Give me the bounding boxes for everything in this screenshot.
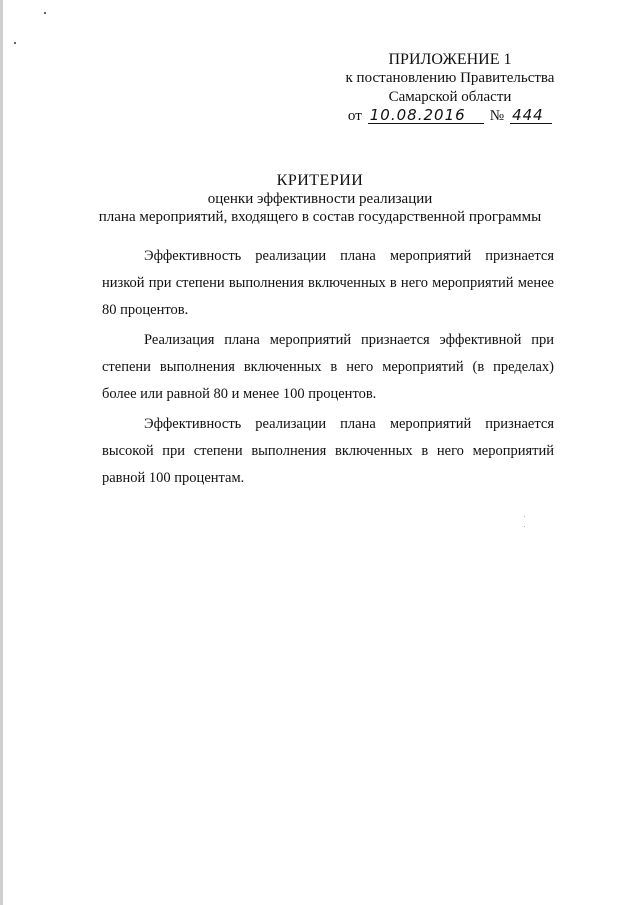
paragraph-low: Эффективность реализации плана мероприятий признается низкой при степени выполнения включенных в него мероприятий менее 80 процентов. bbox=[102, 248, 554, 318]
number-sign: № bbox=[489, 108, 505, 124]
date-prefix: от bbox=[347, 108, 362, 124]
appendix-line-resolution: к постановлению Правительства bbox=[345, 70, 555, 86]
criteria-heading-block bbox=[0, 172, 640, 226]
scan-speck bbox=[524, 526, 525, 527]
paragraph-high: Эффективность реализации плана мероприятий признается высокой при степени выполнения включенных в него мероприятий равной 100 процентам. bbox=[102, 416, 554, 486]
criteria-heading: КРИТЕРИИ bbox=[276, 172, 364, 189]
appendix-title: ПРИЛОЖЕНИЕ 1 bbox=[388, 51, 512, 68]
document-body bbox=[102, 243, 554, 495]
paragraph-effective: Реализация плана мероприятий признается эффективной при степени выполнения включенных в него мероприятий (в пределах) более или равной 80 и менее 100 процентов. bbox=[102, 332, 554, 402]
handwritten-date: 10.08.2016 bbox=[368, 107, 484, 124]
scan-speck bbox=[14, 42, 16, 44]
criteria-subheading-1: оценки эффективности реализации bbox=[207, 191, 433, 207]
criteria-subheading-2: плана мероприятий, входящего в состав государственной программы bbox=[98, 209, 542, 225]
appendix-date-line bbox=[320, 107, 580, 126]
appendix-header bbox=[320, 50, 580, 126]
scan-edge bbox=[0, 0, 3, 905]
handwritten-number: 444 bbox=[510, 107, 552, 124]
scan-speck bbox=[44, 12, 46, 14]
scan-speck bbox=[524, 516, 525, 517]
appendix-line-region: Самарской области bbox=[388, 89, 512, 105]
